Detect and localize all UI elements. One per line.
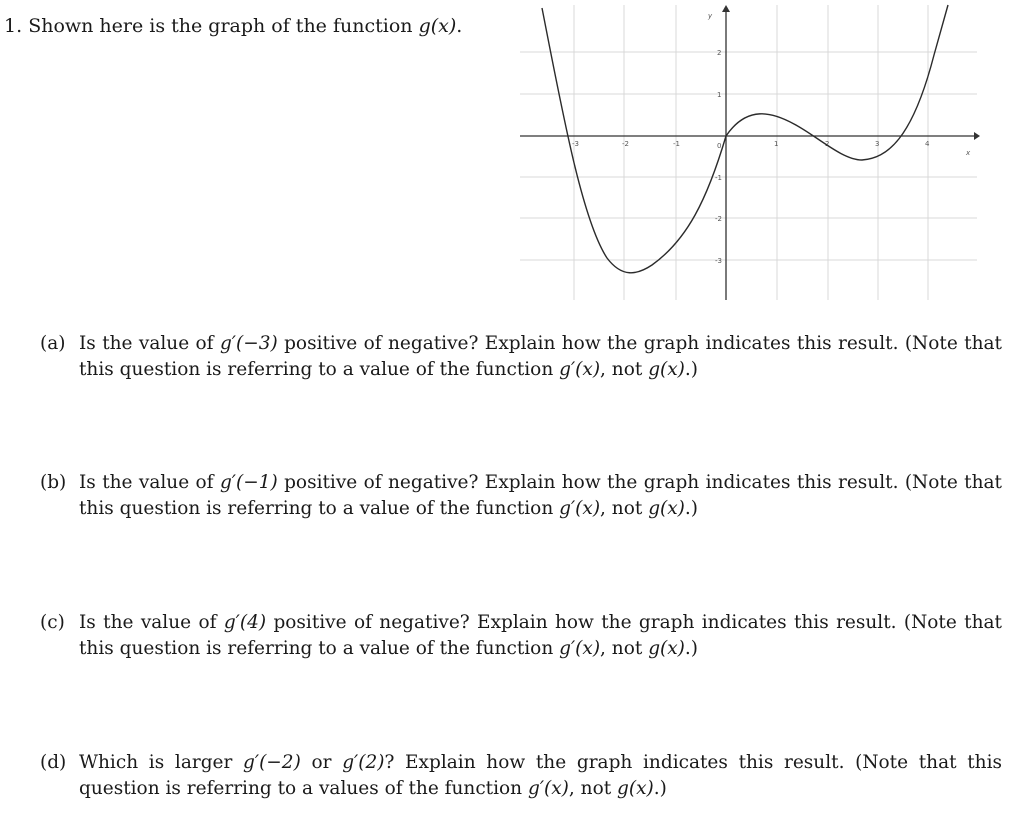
text-part: .) xyxy=(684,638,699,659)
x-tick-label: 4 xyxy=(925,140,930,148)
text-part: .) xyxy=(653,778,667,799)
math-expression: g′(x) xyxy=(527,778,569,799)
text-part: .) xyxy=(684,359,699,380)
math-expression: g′(x) xyxy=(559,638,601,659)
x-axis-arrow xyxy=(974,132,980,140)
question-text xyxy=(79,470,1002,522)
text-part: positive of negative? Explain how the graph indicates this result. (Note that this question is referring to a value of the function xyxy=(79,612,1002,659)
text-part: , not xyxy=(600,638,643,659)
y-tick-label: -3 xyxy=(715,257,722,265)
math-expression: g′(−2) xyxy=(243,752,301,773)
math-expression: g′(−3) xyxy=(219,333,278,354)
problem-title xyxy=(4,12,462,40)
question-label: (a) xyxy=(40,333,66,354)
question-text xyxy=(79,610,1002,662)
graph-svg xyxy=(512,0,992,305)
math-expression: g′(x) xyxy=(559,359,601,380)
function-curve xyxy=(542,5,948,273)
x-tick-label: -1 xyxy=(673,140,680,148)
math-expression: g′(4) xyxy=(223,612,267,633)
text-part: , not xyxy=(600,498,643,519)
question-a xyxy=(40,331,1002,383)
y-tick-label: -2 xyxy=(715,215,722,223)
question-c xyxy=(40,610,1002,662)
problem-intro: Shown here is the graph of the function xyxy=(28,15,413,37)
x-axis-label: x xyxy=(966,149,971,157)
text-part: .) xyxy=(684,498,699,519)
function-name: g(x) xyxy=(418,15,457,37)
x-tick-label: 3 xyxy=(875,140,880,148)
question-text xyxy=(79,750,1002,802)
x-tick-label: 2 xyxy=(825,140,830,148)
y-tick-label: 2 xyxy=(717,49,722,57)
math-expression: g(x) xyxy=(617,778,654,799)
y-tick-label: 1 xyxy=(717,91,722,99)
question-d xyxy=(40,750,1002,802)
problem-number: 1. xyxy=(4,15,23,37)
question-label: (b) xyxy=(40,472,67,493)
text-part: Which is larger xyxy=(79,752,233,773)
text-part: Is the value of xyxy=(79,612,217,633)
math-expression: g′(x) xyxy=(559,498,601,519)
function-graph xyxy=(512,0,992,305)
x-tick-label: 0 xyxy=(717,142,722,150)
text-part: Is the value of xyxy=(79,472,214,493)
text-part: positive of negative? Explain how the graph indicates this result. (Note that this question is referring to a value of the function xyxy=(79,472,1002,519)
text-part: Is the value of xyxy=(79,333,214,354)
math-expression: g(x) xyxy=(648,638,685,659)
x-tick-label: -3 xyxy=(572,140,579,148)
x-tick-label: 1 xyxy=(774,140,779,148)
y-axis-label: y xyxy=(708,12,713,20)
text-part: ? Explain how the graph indicates this result. (Note that this question is referring to a values of the function xyxy=(79,752,1003,799)
problem-end: . xyxy=(456,15,463,37)
text-part: , not xyxy=(600,359,643,380)
text-part: , not xyxy=(568,778,612,799)
text-part: or xyxy=(311,752,332,773)
question-label: (c) xyxy=(40,612,65,633)
x-tick-label: -2 xyxy=(622,140,629,148)
math-expression: g(x) xyxy=(648,498,685,519)
question-b xyxy=(40,470,1002,522)
text-part: positive of negative? Explain how the graph indicates this result. (Note that this question is referring to a value of the function xyxy=(79,333,1002,380)
question-label: (d) xyxy=(40,752,67,773)
math-expression: g′(−1) xyxy=(219,472,278,493)
math-expression: g(x) xyxy=(648,359,685,380)
y-tick-label: -1 xyxy=(715,174,722,182)
y-axis-arrow xyxy=(722,5,730,12)
question-text xyxy=(79,331,1002,383)
grid xyxy=(520,5,977,300)
math-expression: g′(2) xyxy=(342,752,385,773)
